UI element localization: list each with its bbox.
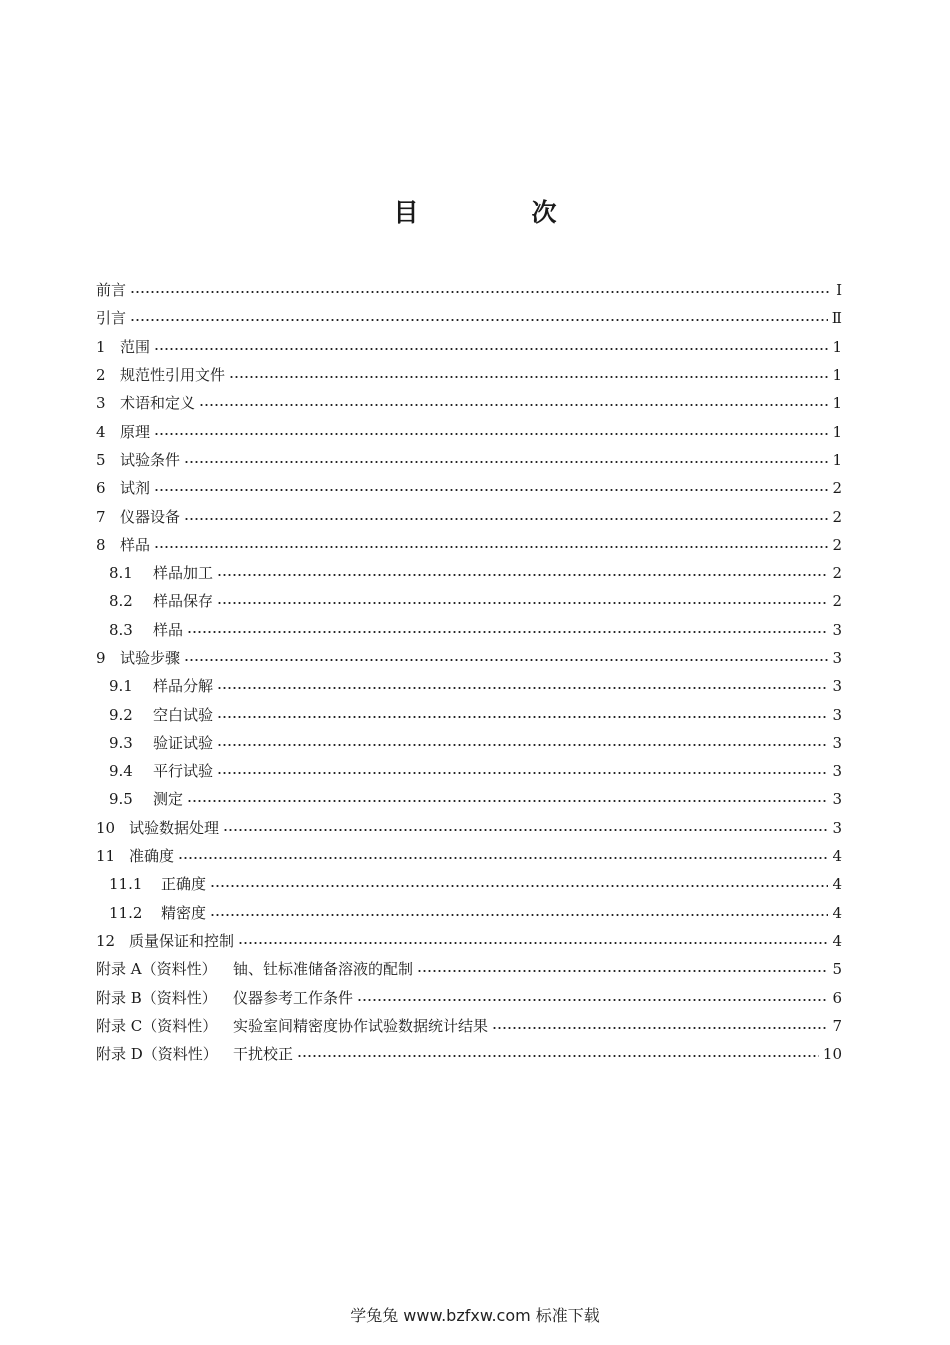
toc-entry-number: 10	[96, 818, 116, 837]
toc-entry[interactable]	[96, 983, 842, 1011]
dot-leader	[184, 518, 828, 520]
toc-entry-number: 3	[96, 394, 106, 413]
toc-entry-page: 2	[832, 479, 842, 498]
dot-leader	[130, 291, 830, 293]
toc-entry-number: 8.2	[109, 592, 133, 611]
dot-leader	[238, 942, 828, 944]
dot-leader	[297, 1055, 819, 1057]
toc-entry-label: 原理	[120, 422, 151, 441]
dot-leader	[154, 489, 828, 491]
toc-entry-number: 11.1	[109, 875, 143, 894]
dot-leader	[223, 829, 828, 831]
toc-entry-page: 4	[832, 847, 842, 866]
toc-entry[interactable]	[96, 955, 842, 983]
toc-entry-number: 9.5	[109, 790, 133, 809]
toc-entry-label: 范围	[120, 337, 151, 356]
toc-entry[interactable]	[96, 899, 842, 927]
toc-entry-page: 3	[832, 705, 842, 724]
toc-entry[interactable]	[96, 644, 842, 672]
toc-entry[interactable]	[96, 616, 842, 644]
dot-leader	[229, 376, 828, 378]
toc-entry-number: 8	[96, 535, 106, 554]
toc-entry-number: 附录 C（资料性）	[96, 1016, 218, 1035]
toc-entry-page: 4	[832, 875, 842, 894]
toc-entry-label: 试验数据处理	[129, 818, 220, 837]
dot-leader	[154, 348, 828, 350]
toc-entry-number: 9.2	[109, 705, 133, 724]
toc-entry-label: 仪器参考工作条件	[233, 988, 354, 1007]
dot-leader	[217, 602, 828, 604]
page-title: 目 次	[393, 198, 601, 227]
toc-entry[interactable]	[96, 276, 842, 304]
dot-leader	[178, 857, 828, 859]
toc-entry-label: 引言	[96, 309, 127, 328]
toc-entry-number: 附录 B（资料性）	[96, 988, 217, 1007]
dot-leader	[210, 885, 828, 887]
toc-entry[interactable]	[96, 333, 842, 361]
toc-entry-page: Ⅰ	[836, 281, 842, 300]
toc-entry-page: 2	[832, 535, 842, 554]
toc-entry[interactable]	[96, 927, 842, 955]
toc-entry[interactable]	[96, 361, 842, 389]
dot-leader	[154, 433, 828, 435]
toc-entry-page: 3	[832, 649, 842, 667]
toc-entry-number: 7	[96, 507, 106, 526]
toc-entry-label: 样品保存	[153, 592, 214, 611]
dot-leader	[184, 659, 828, 661]
toc-entry-label: 样品分解	[153, 677, 214, 696]
toc-entry-number: 12	[96, 931, 116, 950]
toc-entry-page: 1	[832, 366, 842, 385]
toc-entry-number: 11	[96, 847, 116, 866]
toc-entry-page: 5	[832, 960, 842, 979]
toc-entry-page: 4	[832, 903, 842, 922]
toc-entry-label: 空白试验	[153, 705, 214, 724]
dot-leader	[417, 970, 828, 972]
dot-leader	[217, 574, 828, 576]
toc-entry-label: 样品加工	[153, 564, 214, 583]
toc-entry-label: 仪器设备	[120, 507, 181, 526]
toc-entry[interactable]	[96, 559, 842, 587]
toc-entry-page: 3	[832, 620, 842, 639]
toc-entry-number: 11.2	[109, 903, 143, 922]
toc-entry-label: 样品	[120, 535, 151, 554]
toc-entry-label: 干扰校正	[233, 1045, 294, 1064]
dot-leader	[217, 716, 828, 718]
toc-entry[interactable]	[96, 814, 842, 842]
toc-entry-label: 前言	[96, 281, 127, 300]
toc-entry-number: 2	[96, 366, 106, 385]
toc-entry-page: 4	[832, 931, 842, 950]
toc-entry[interactable]	[96, 502, 842, 530]
toc-entry-label: 铀、钍标准储备溶液的配制	[233, 960, 414, 979]
toc-entry[interactable]	[96, 446, 842, 474]
toc-entry-label: 正确度	[161, 875, 207, 894]
toc-entry-label: 实验室间精密度协作试验数据统计结果	[233, 1016, 489, 1035]
dot-leader	[357, 999, 828, 1001]
toc-entry-page: 2	[832, 592, 842, 611]
toc-entry[interactable]	[96, 531, 842, 559]
toc-entry-number: 附录 D（资料性）	[96, 1045, 218, 1064]
toc-entry-page: 6	[832, 988, 842, 1007]
toc-entry-page: 3	[832, 818, 842, 837]
toc-entry-page: 3	[832, 762, 842, 781]
toc-entry-number: 9.4	[109, 762, 133, 781]
toc-entry-number: 附录 A（资料性）	[96, 960, 217, 979]
toc-entry-number: 8.1	[109, 564, 133, 583]
toc-entry-label: 验证试验	[153, 733, 214, 752]
dot-leader	[199, 404, 828, 406]
dot-leader	[492, 1027, 828, 1029]
dot-leader	[154, 546, 828, 548]
dot-leader	[130, 319, 828, 321]
dot-leader	[217, 744, 828, 746]
toc-entry-number: 5	[96, 450, 106, 469]
toc-entry[interactable]	[96, 1012, 842, 1040]
toc-entry-label: 测定	[153, 790, 184, 809]
toc-entry-label: 术语和定义	[120, 394, 196, 413]
toc-entry[interactable]	[96, 672, 842, 700]
toc-entry-number: 6	[96, 479, 106, 498]
toc-entry-label: 质量保证和控制	[129, 931, 235, 950]
dot-leader	[184, 461, 828, 463]
toc-entry-page: 1	[832, 422, 842, 441]
toc-entry-label: 试验步骤	[120, 649, 181, 667]
toc-entry-page: 1	[832, 394, 842, 413]
toc-entry[interactable]	[96, 474, 842, 502]
toc-entry-number: 1	[96, 337, 106, 356]
toc-entry[interactable]	[96, 842, 842, 870]
footer-watermark: 学兔兔 www.bzfxw.com 标准下载	[350, 1306, 600, 1325]
toc-entry-number: 9.1	[109, 677, 133, 696]
toc-entry-page: 3	[832, 790, 842, 809]
toc-entry-page: 2	[832, 507, 842, 526]
toc-entry-number: 9	[96, 649, 106, 667]
dot-leader	[187, 800, 828, 802]
toc-entry-label: 规范性引用文件	[120, 366, 226, 385]
toc-entry-number: 9.3	[109, 733, 133, 752]
table-of-contents	[96, 276, 842, 1068]
dot-leader	[217, 687, 828, 689]
toc-entry-page: Ⅱ	[831, 309, 842, 328]
toc-entry[interactable]	[96, 587, 842, 615]
toc-entry[interactable]	[96, 757, 842, 785]
toc-entry-label: 试验条件	[120, 450, 181, 469]
toc-entry[interactable]	[96, 729, 842, 757]
toc-entry[interactable]	[96, 389, 842, 417]
toc-entry-label: 平行试验	[153, 762, 214, 781]
toc-entry-page: 2	[832, 564, 842, 583]
toc-entry-page: 3	[832, 733, 842, 752]
toc-entry-page: 1	[832, 450, 842, 469]
dot-leader	[187, 631, 828, 633]
toc-entry[interactable]	[96, 785, 842, 813]
toc-entry-number: 4	[96, 422, 106, 441]
toc-entry-label: 样品	[153, 620, 184, 639]
toc-entry-label: 试剂	[120, 479, 151, 498]
toc-entry[interactable]	[96, 870, 842, 898]
dot-leader	[210, 914, 828, 916]
toc-entry[interactable]	[96, 700, 842, 728]
toc-entry-page: 1	[832, 337, 842, 356]
toc-entry-page: 7	[832, 1016, 842, 1035]
toc-entry-page: 3	[832, 677, 842, 696]
toc-entry[interactable]	[96, 417, 842, 445]
toc-entry[interactable]	[96, 304, 842, 332]
toc-entry-number: 8.3	[109, 620, 133, 639]
toc-entry-label: 精密度	[161, 903, 207, 922]
toc-entry-label: 准确度	[129, 847, 175, 866]
dot-leader	[217, 772, 828, 774]
toc-entry[interactable]	[96, 1040, 842, 1068]
toc-entry-page: 10	[822, 1045, 842, 1064]
